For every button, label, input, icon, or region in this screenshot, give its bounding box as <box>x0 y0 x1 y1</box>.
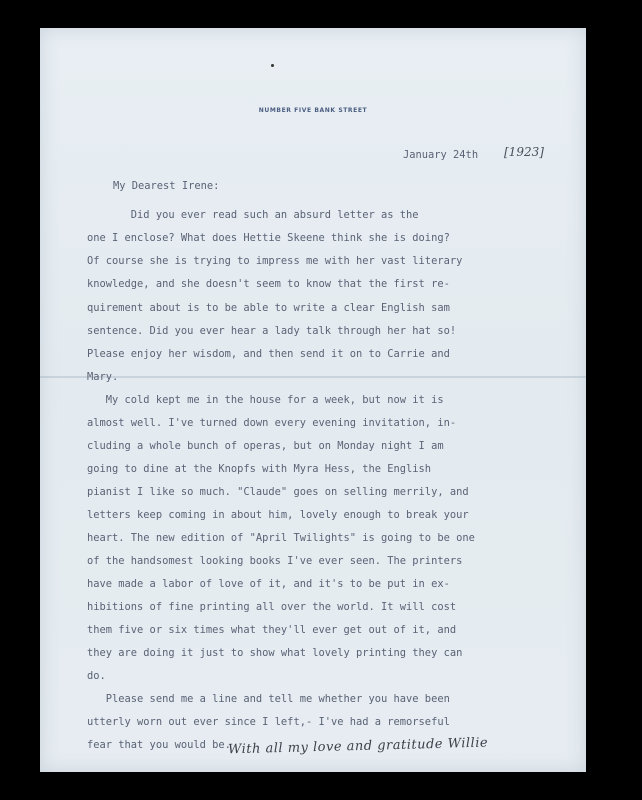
paper-fold-crease <box>40 376 586 378</box>
handwritten-signature: With all my love and gratitude Willie <box>227 735 489 758</box>
letter-body-line: My cold kept me in the house for a week, but now it is <box>87 394 444 406</box>
letter-body-line: sentence. Did you ever hear a lady talk through her hat so! <box>87 325 457 337</box>
letter-body-line: knowledge, and she doesn't seem to know that the first re- <box>87 278 450 290</box>
letterhead: NUMBER FIVE BANK STREET <box>258 107 368 114</box>
handwritten-year-annotation: [1923] <box>504 145 544 159</box>
letter-body-line: Of course she is trying to impress me with her vast literary <box>87 255 463 267</box>
letter-body-line: have made a labor of love of it, and it's to be put in ex- <box>87 578 450 590</box>
letter-body-line: utterly worn out ever since I left,- I've had a remorseful <box>87 716 450 728</box>
letter-body-line: fear that you would be. <box>87 739 231 751</box>
letter-body-line: almost well. I've turned down every evening invitation, in- <box>87 417 457 429</box>
letter-body-line: Please send me a line and tell me whether you have been <box>87 693 450 705</box>
letter-body-line: hibitions of fine printing all over the world. It will cost <box>87 601 457 613</box>
letter-body-line: Please enjoy her wisdom, and then send it on to Carrie and <box>87 348 450 360</box>
letter-date: January 24th <box>403 149 479 161</box>
letter-page <box>40 28 586 772</box>
letter-body-line: letters keep coming in about him, lovely enough to break your <box>87 509 469 521</box>
letter-body-line: going to dine at the Knopfs with Myra Hess, the English <box>87 463 432 475</box>
letter-body-line: them five or six times what they'll ever get out of it, and <box>87 624 457 636</box>
letter-body-line: cluding a whole bunch of operas, but on Monday night I am <box>87 440 444 452</box>
letter-body-line: heart. The new edition of "April Twilights" is going to be one <box>87 532 475 544</box>
letter-body-line: quirement about is to be able to write a clear English sam <box>87 302 450 314</box>
ink-dot <box>271 64 274 67</box>
letter-body-line: Mary. <box>87 371 119 383</box>
letter-body-line: of the handsomest looking books I've ever seen. The printers <box>87 555 463 567</box>
letter-body-line: they are doing it just to show what lovely printing they can <box>87 647 463 659</box>
salutation: My Dearest Irene: <box>113 180 220 192</box>
letter-body-line: one I enclose? What does Hettie Skeene think she is doing? <box>87 232 450 244</box>
letter-body-line: pianist I like so much. "Claude" goes on selling merrily, and <box>87 486 469 498</box>
letter-body-line: do. <box>87 670 106 682</box>
letter-body-line: Did you ever read such an absurd letter as the <box>87 209 419 221</box>
